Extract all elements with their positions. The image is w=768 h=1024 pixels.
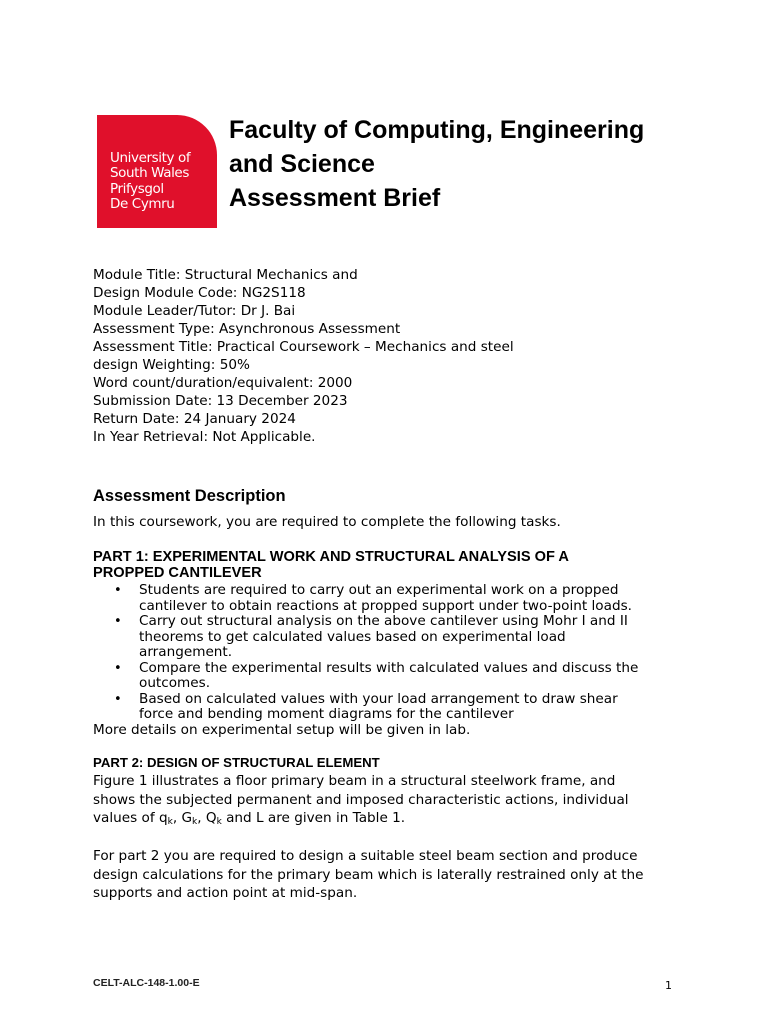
detail-line: In Year Retrieval: Not Applicable. (93, 429, 316, 445)
assessment-intro: In this coursework, you are required to complete the following tasks. (93, 514, 561, 530)
part2-paragraph-2 (93, 847, 693, 903)
assessment-description-heading: Assessment Description (93, 487, 286, 505)
bullet-icon: • (114, 583, 122, 598)
detail-line: Assessment Title: Practical Coursework – Mechanics and steel (93, 339, 514, 355)
logo-text-line: University of (110, 150, 191, 166)
bullet-text: arrangement. (139, 644, 233, 660)
title-line: Faculty of Computing, Engineering (229, 116, 645, 144)
list-item (93, 614, 693, 661)
detail-line: Module Leader/Tutor: Dr J. Bai (93, 303, 296, 319)
detail-line: Assessment Type: Asynchronous Assessment (93, 321, 401, 337)
paragraph-line: supports and action point at mid-span. (93, 885, 358, 901)
detail-line: Design Module Code: NG2S118 (93, 285, 306, 301)
paragraph-line: values of $q_k$, $G_k$, $Q_k$ and L are given in Table 1. (93, 810, 406, 827)
part2-paragraph-1 (93, 772, 693, 832)
bullet-text: Based on calculated values with your load arrangement to draw shear (139, 690, 618, 707)
logo-text-line: South Wales (110, 165, 189, 182)
list-item (93, 692, 693, 723)
bullet-text: theorems to get calculated values based on experimental load (139, 628, 566, 645)
bullet-icon: • (114, 614, 122, 629)
part1-note: More details on experimental setup will be given in lab. (93, 721, 471, 738)
paragraph-line: design calculations for the primary beam which is laterally restrained only at the (93, 866, 644, 883)
logo-text-line: De Cymru (110, 196, 175, 213)
paragraph-line: Figure 1 illustrates a floor primary beam in a structural steelwork frame, and (93, 773, 616, 789)
document-title (229, 113, 699, 215)
detail-line: design Weighting: 50% (93, 357, 250, 373)
part1-heading (93, 549, 653, 581)
title-line: Assessment Brief (229, 184, 441, 212)
university-logo (97, 115, 217, 228)
part1-bullet-list (93, 583, 693, 738)
detail-line: Module Title: Structural Mechanics and (93, 267, 358, 283)
detail-line: Word count/duration/equivalent: 2000 (93, 375, 353, 391)
part1-heading-line: PART 1: EXPERIMENTAL WORK AND STRUCTURAL ANALYSIS OF A (93, 549, 569, 565)
detail-line: Submission Date: 13 December 2023 (93, 393, 348, 409)
logo-text-line: Prifysgol (110, 180, 164, 197)
detail-line: Return Date: 24 January 2024 (93, 411, 296, 427)
list-item (93, 661, 693, 692)
page-number: 1 (665, 979, 672, 992)
bullet-icon: • (114, 691, 122, 707)
list-item (93, 583, 693, 614)
module-details (93, 266, 653, 446)
bullet-text: outcomes. (139, 675, 211, 691)
footer-document-code: CELT-ALC-148-1.00-E (93, 977, 200, 989)
paragraph-line: shows the subjected permanent and imposed characteristic actions, individual (93, 791, 629, 808)
part1-heading-line: PROPPED CANTILEVER (93, 565, 262, 581)
bullet-icon: • (114, 660, 122, 676)
bullet-text: Carry out structural analysis on the above cantilever using Mohr I and II (139, 613, 628, 629)
bullet-text: cantilever to obtain reactions at propped support under two-point loads. (139, 597, 632, 614)
title-line: and Science (229, 150, 375, 178)
paragraph-line: For part 2 you are required to design a suitable steel beam section and produce (93, 848, 638, 864)
bullet-text: force and bending moment diagrams for the cantilever (139, 706, 514, 722)
bullet-text: Compare the experimental results with calculated values and discuss the (139, 659, 639, 676)
part2-heading: PART 2: DESIGN OF STRUCTURAL ELEMENT (93, 755, 380, 770)
bullet-text: Students are required to carry out an experimental work on a propped (139, 582, 619, 598)
